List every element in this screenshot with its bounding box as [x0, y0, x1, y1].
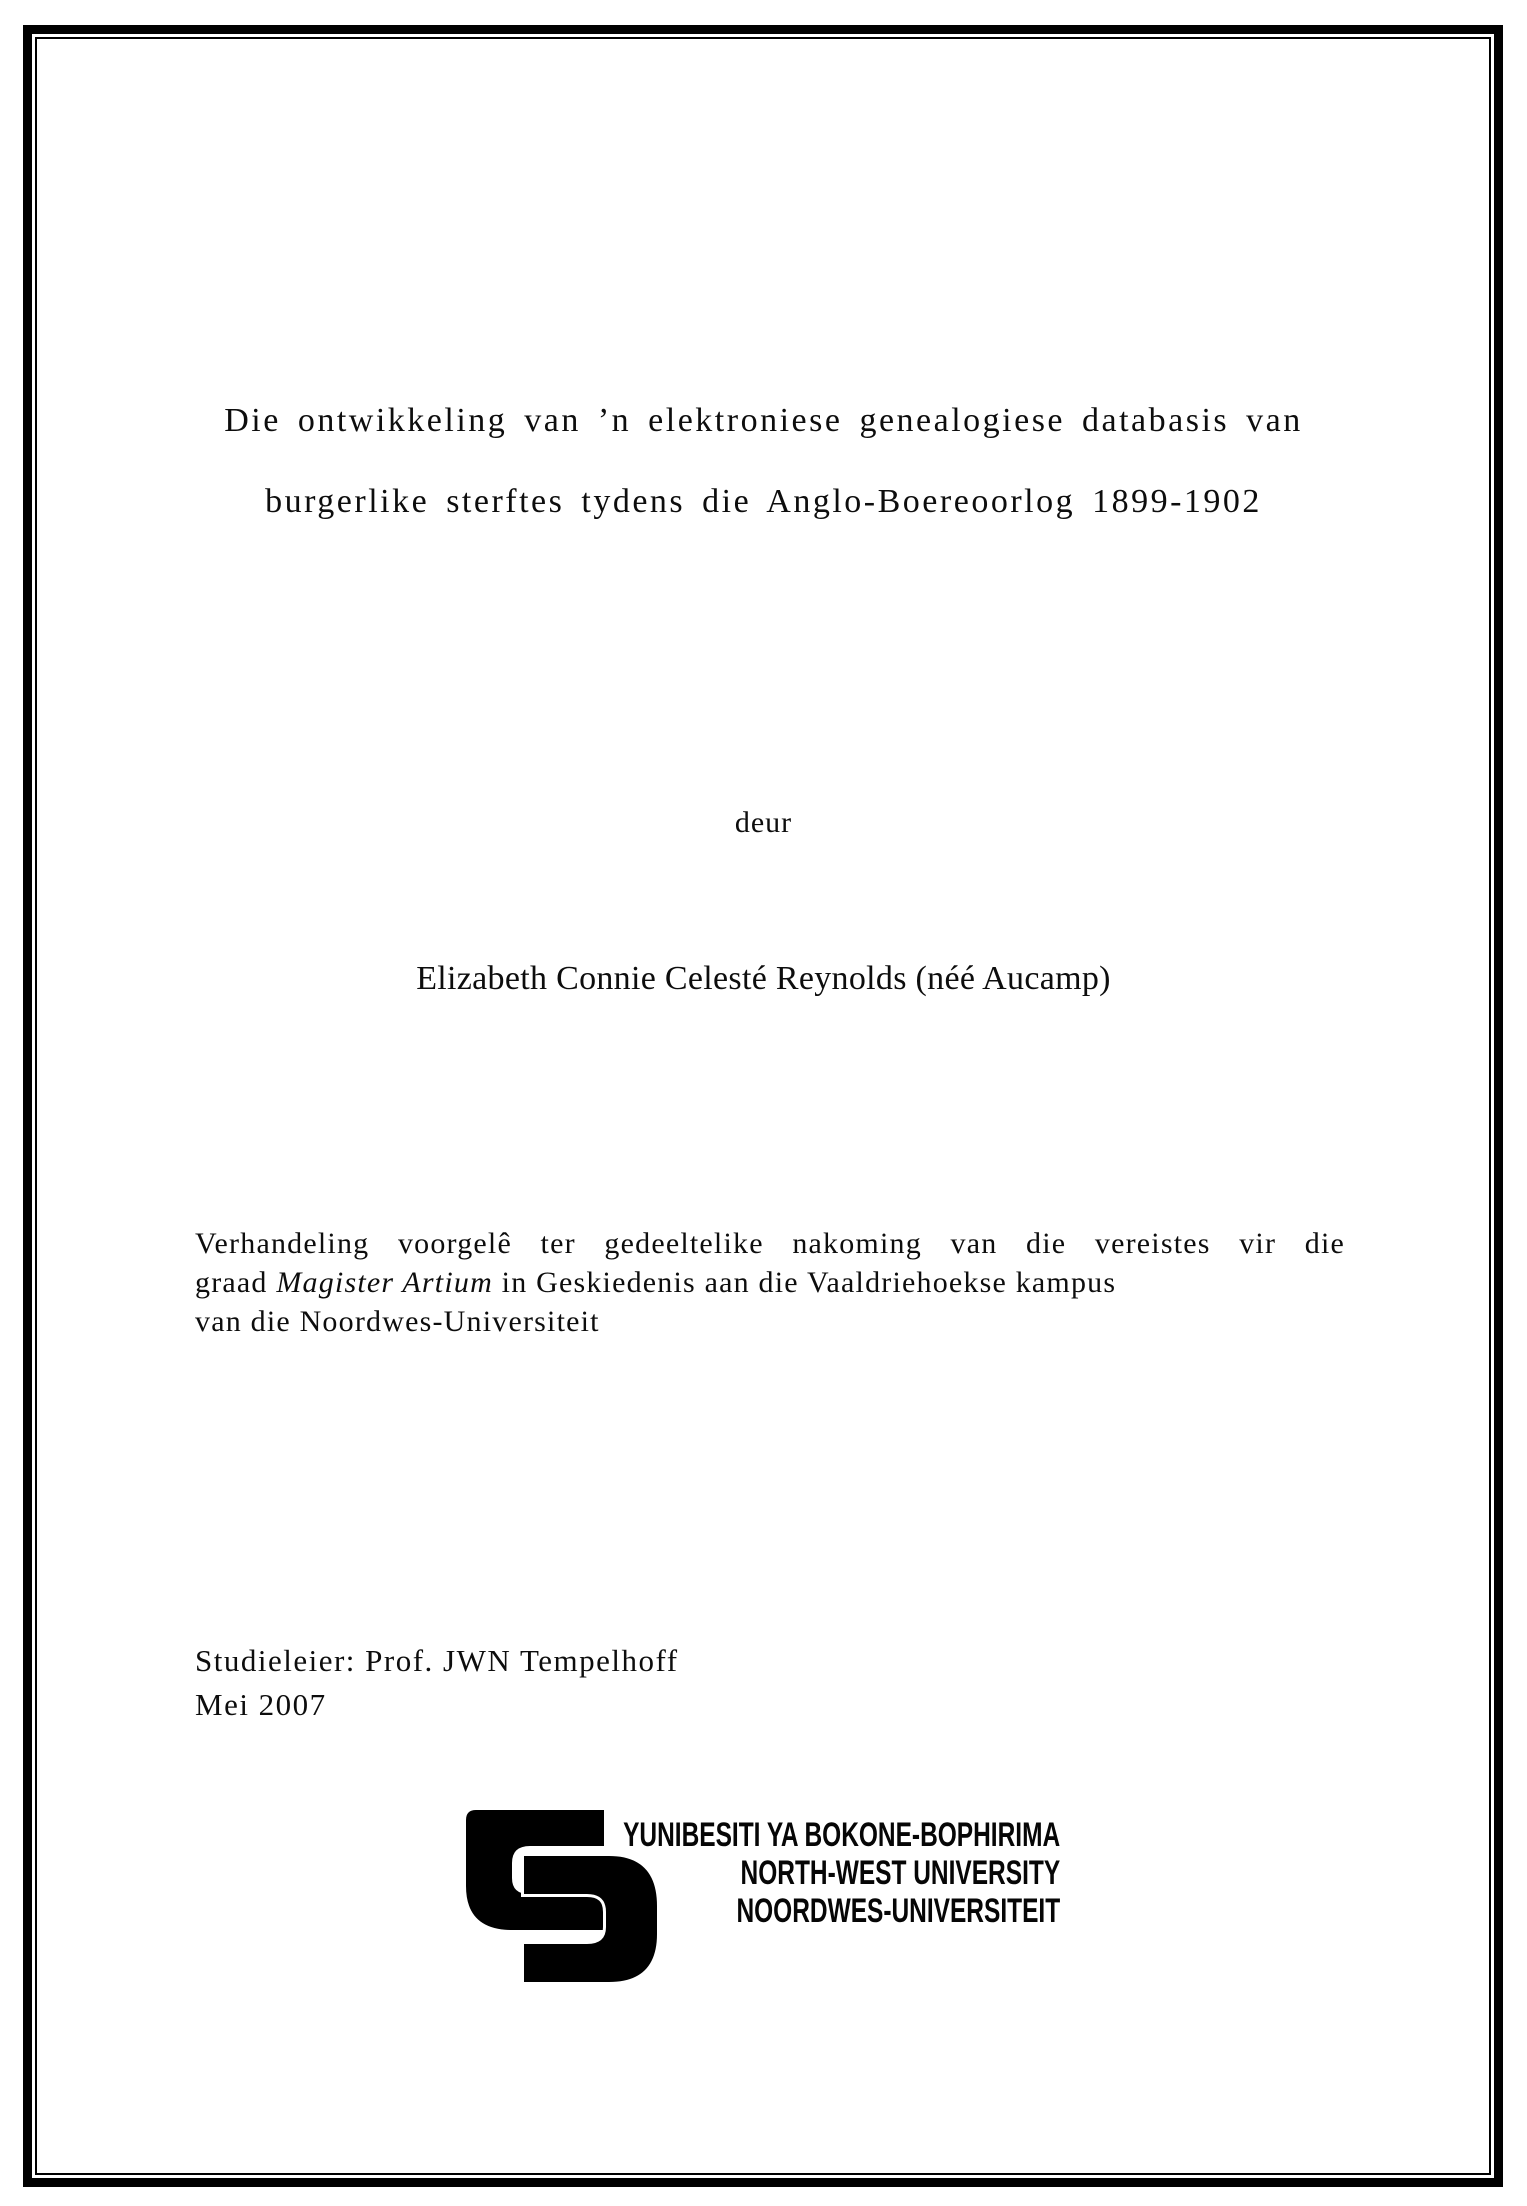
supervisor-block [195, 1639, 679, 1727]
description-line-3: van die Noordwes-Universiteit [195, 1305, 600, 1338]
description-line-2-suffix: in Geskiedenis aan die Vaaldriehoekse kampus [492, 1266, 1117, 1299]
logo-line-3: NOORDWES-UNIVERSITEIT [736, 1892, 1061, 1930]
logo-line-2: NORTH-WEST UNIVERSITY [740, 1854, 1061, 1892]
thesis-title-line-1: Die ontwikkeling van ’n elektroniese genealogiese databasis van [224, 402, 1303, 439]
logo-wordmark [590, 1816, 1060, 1930]
date-line: Mei 2007 [195, 1687, 327, 1722]
university-logo [466, 1810, 1126, 1990]
thesis-title [0, 380, 1527, 542]
degree-name-italic: Magister Artium [276, 1266, 493, 1299]
logo-line-1: YUNIBESITI YA BOKONE-BOPHIRIMA [623, 1816, 1061, 1854]
supervisor-line: Studieleier: Prof. JWN Tempelhoff [195, 1643, 679, 1678]
description-line-2-prefix: graad [195, 1266, 277, 1299]
description-line-2 [195, 1263, 1345, 1302]
author-name: Elizabeth Connie Celesté Reynolds (néé Aucamp) [416, 960, 1111, 997]
thesis-description [195, 1224, 1345, 1341]
thesis-title-line-2: burgerlike sterftes tydens die Anglo-Boereoorlog 1899-1902 [265, 483, 1262, 520]
description-line-1: Verhandeling voorgelê ter gedeeltelike nakoming van die vereistes vir die [195, 1227, 1345, 1260]
byline-label: deur [734, 806, 793, 839]
